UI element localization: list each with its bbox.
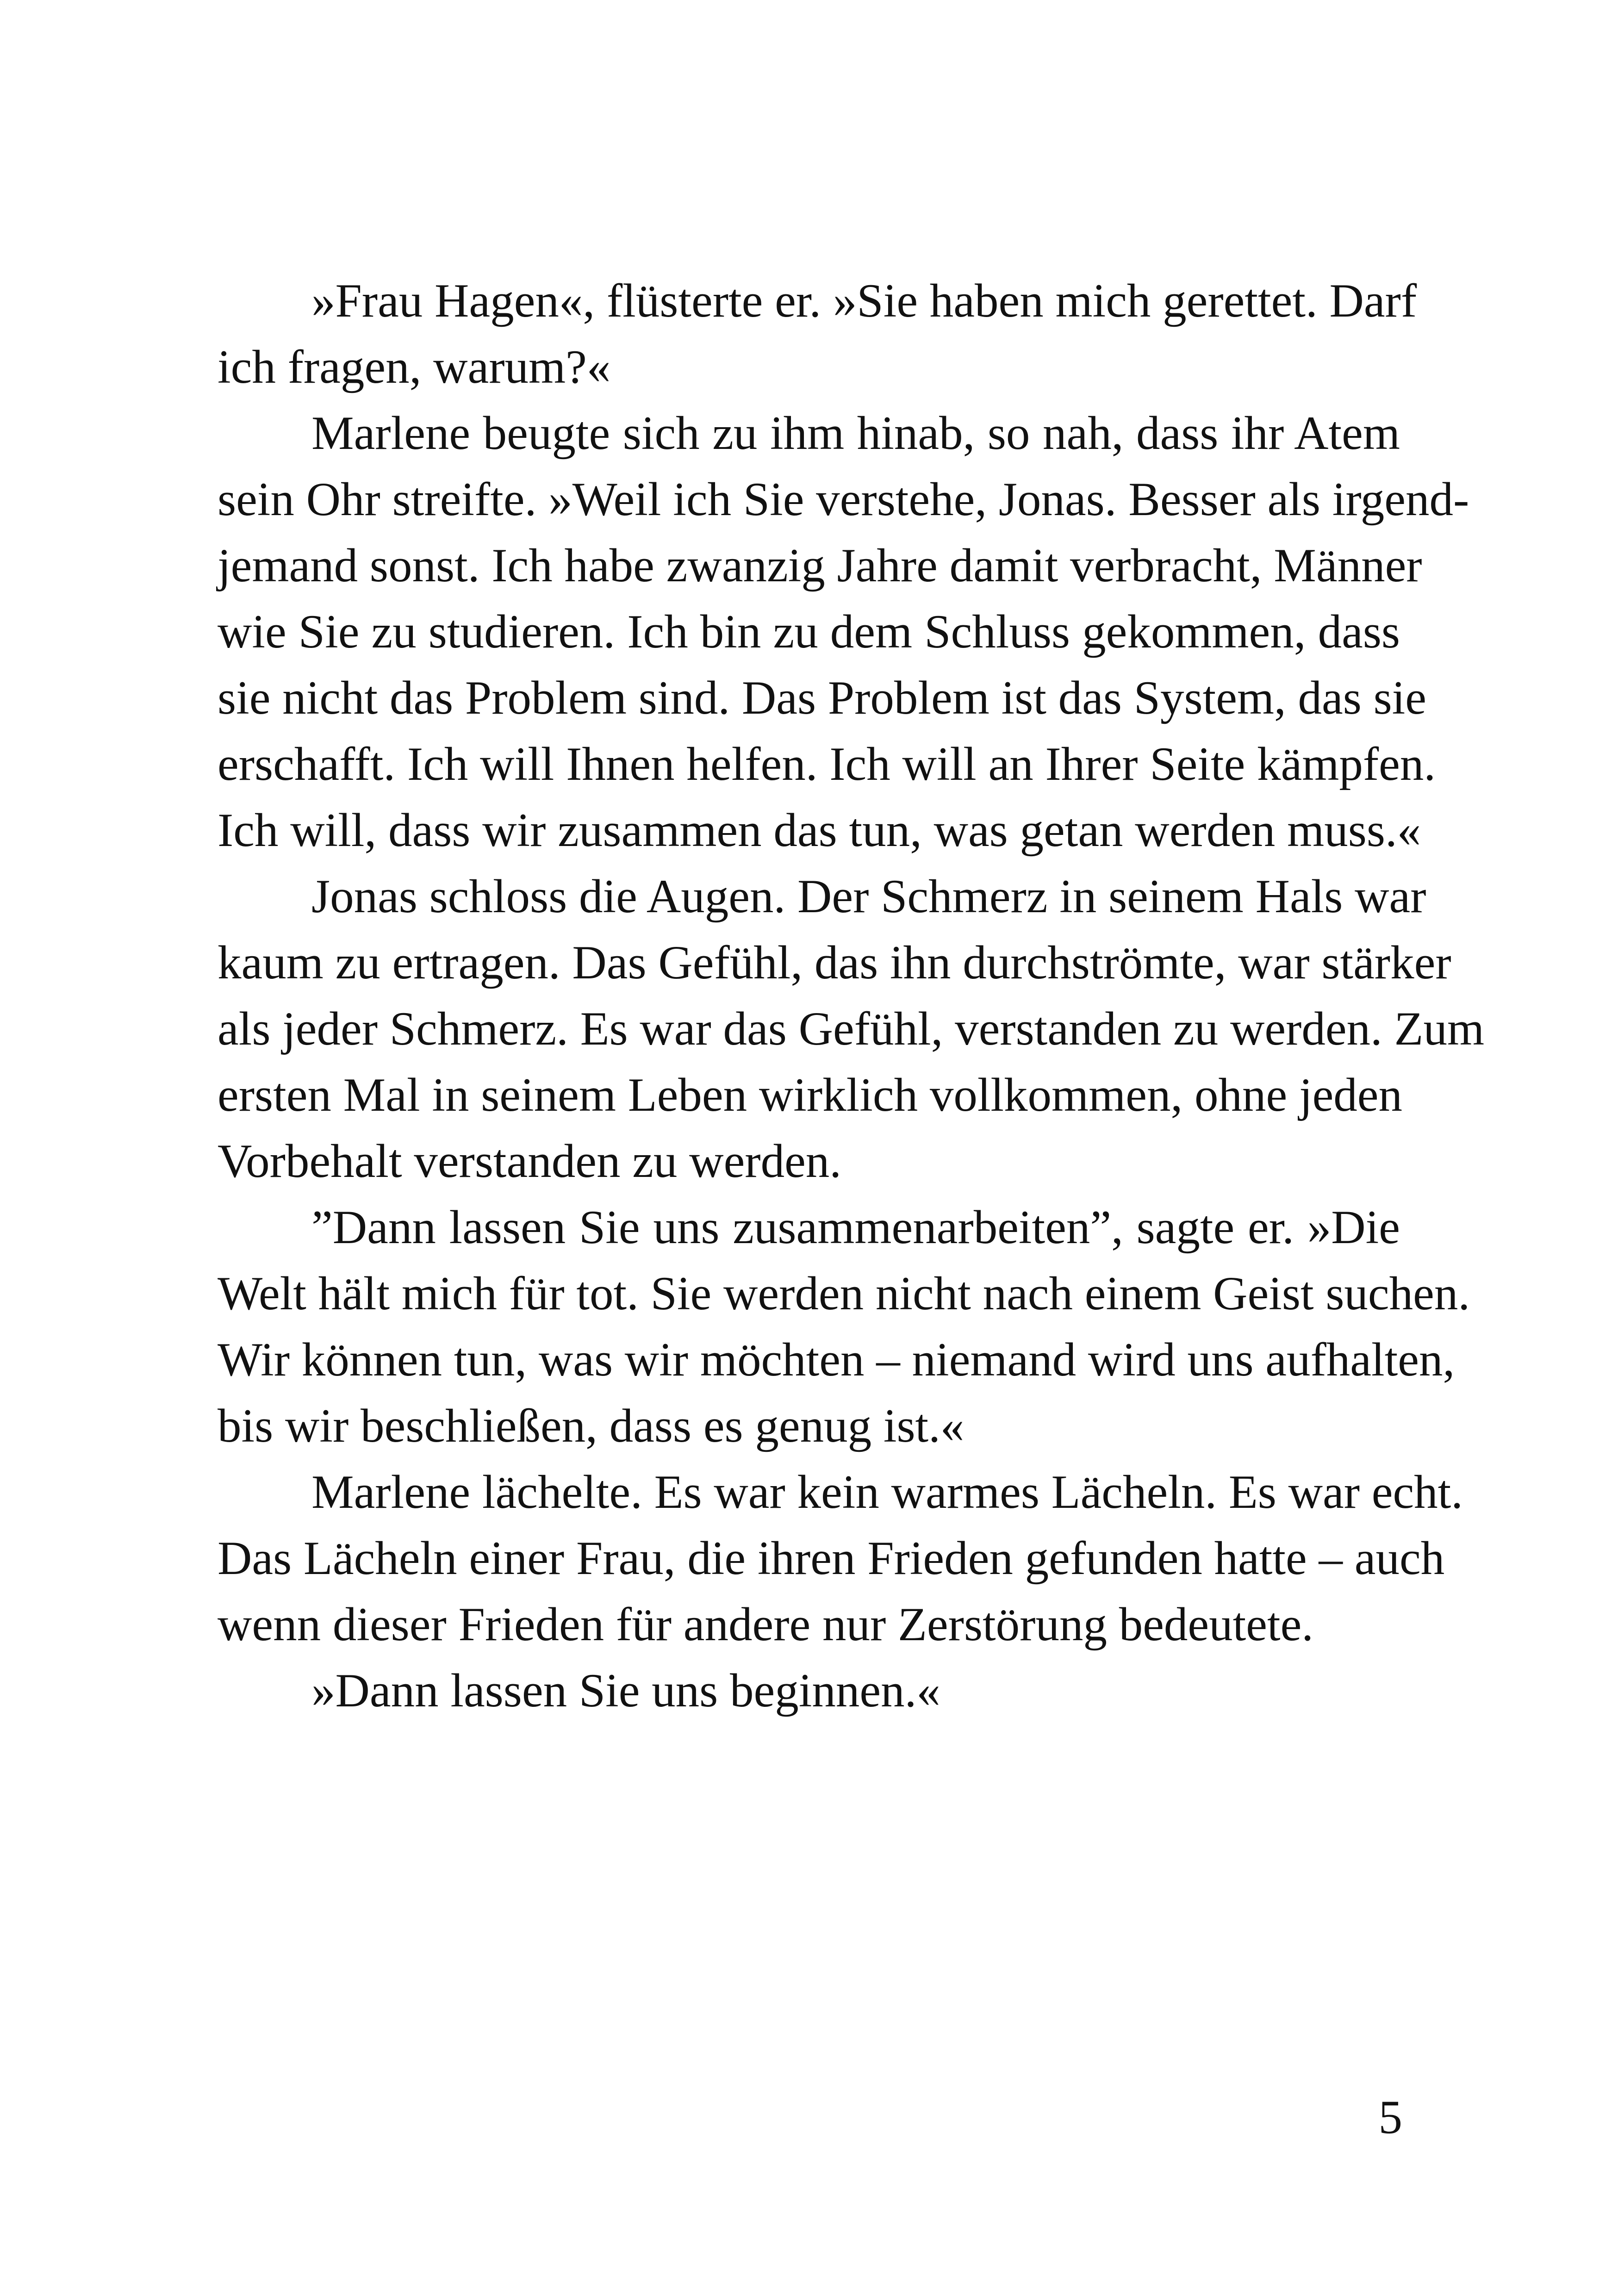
text-line: als jeder Schmerz. Es war das Gefühl, verstanden zu werden. Zum (218, 1002, 1485, 1055)
text-line: Jonas schloss die Augen. Der Schmerz in seinem Hals war (311, 870, 1426, 923)
text-line: »Frau Hagen«, flüsterte er. »Sie haben mich gerettet. Darf (311, 274, 1417, 327)
text-line: Marlene beugte sich zu ihm hinab, so nah, dass ihr Atem (311, 407, 1400, 460)
text-line: wenn dieser Frieden für andere nur Zerstörung bedeutete. (218, 1598, 1314, 1651)
text-line: erschafft. Ich will Ihnen helfen. Ich will an Ihrer Seite kämpfen. (218, 738, 1436, 790)
text-line: ich fragen, warum?« (218, 341, 611, 393)
text-line: kaum zu ertragen. Das Gefühl, das ihn durchströmte, war stärker (218, 936, 1451, 989)
text-line: ”Dann lassen Sie uns zusammenarbeiten”, sagte er. »Die (311, 1201, 1400, 1254)
text-line: wie Sie zu studieren. Ich bin zu dem Schluss gekommen, dass (218, 605, 1400, 658)
text-line: Das Lächeln einer Frau, die ihren Frieden gefunden hatte – auch (218, 1532, 1445, 1585)
text-line: Wir können tun, was wir möchten – niemand wird uns aufhalten, (218, 1333, 1455, 1386)
text-line: jemand sonst. Ich habe zwanzig Jahre damit verbracht, Männer (218, 539, 1422, 592)
text-line: bis wir beschließen, dass es genug ist.« (218, 1400, 965, 1452)
text-line: ersten Mal in seinem Leben wirklich vollkommen, ohne jeden (218, 1069, 1403, 1121)
text-line: Welt hält mich für tot. Sie werden nicht nach einem Geist suchen. (218, 1267, 1470, 1320)
text-line: sein Ohr streifte. »Weil ich Sie verstehe, Jonas. Besser als irgend- (218, 473, 1469, 526)
text-line: sie nicht das Problem sind. Das Problem ist das System, das sie (218, 672, 1427, 724)
page-number: 5 (1378, 2091, 1402, 2144)
text-line: »Dann lassen Sie uns beginnen.« (311, 1664, 940, 1717)
text-line: Marlene lächelte. Es war kein warmes Lächeln. Es war echt. (311, 1466, 1463, 1518)
text-line: Vorbehalt verstanden zu werden. (218, 1135, 842, 1188)
text-line: Ich will, dass wir zusammen das tun, was getan werden muss.« (218, 804, 1421, 857)
